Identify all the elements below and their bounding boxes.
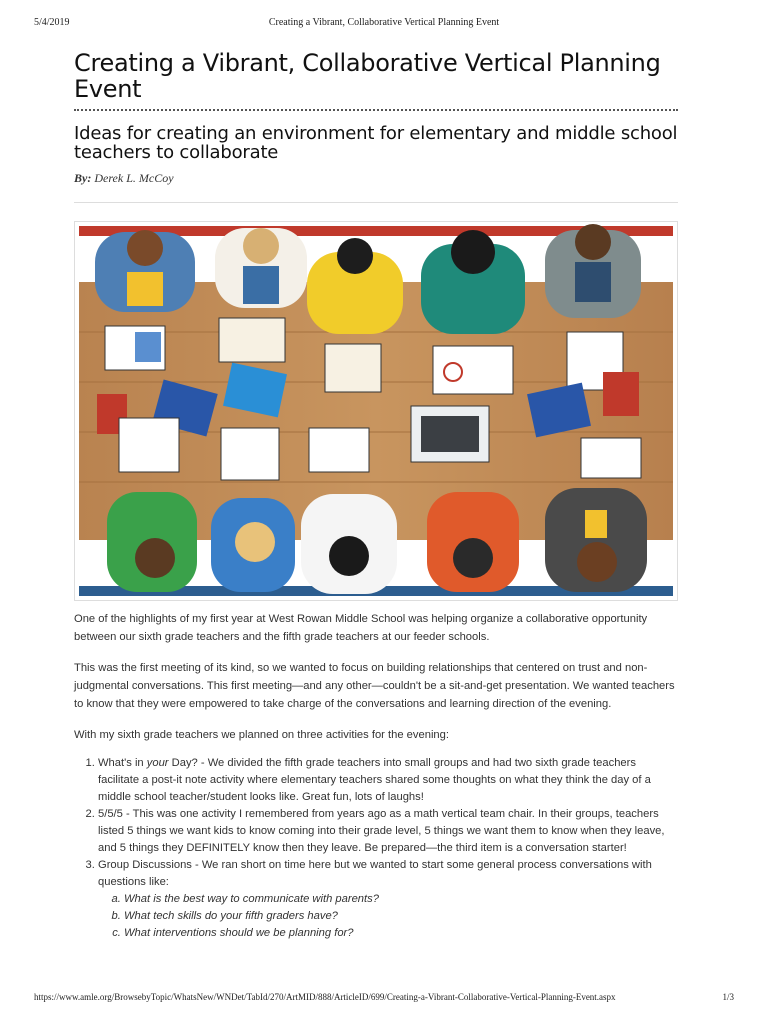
discussion-questions	[98, 891, 678, 942]
person-bottom-3	[301, 494, 397, 594]
person-bottom-1	[107, 492, 197, 592]
paragraph-3: With my sixth grade teachers we planned on three activities for the evening:	[74, 729, 449, 741]
hero-image	[74, 221, 678, 601]
paragraph-2: This was the first meeting of its kind, so we wanted to focus on building relationships that centered on trust and non-judgmental conversations. This first meeting—and any other—couldn't be a sit-and-get presentation. We wanted teachers to know that they were empowered to take charge of the conversations and learning direction of the evening.	[74, 662, 675, 710]
person-bottom-2	[211, 498, 295, 592]
byline-label: By:	[74, 171, 92, 185]
print-header	[34, 17, 734, 31]
question-a: a. What is the best way to communicate with parents?	[124, 891, 678, 908]
activity-item-2: 2. 5/5/5 - This was one activity I remembered from years ago as a math vertical team chair. In their groups, teachers listed 5 things we want kids to know coming into their grade level, 5 things we want them to know when they leave, and 5 things they DEFINITELY know then they leave. Be prepared—the third item is a conversation starter!	[98, 806, 678, 857]
byline-divider	[74, 202, 678, 203]
question-b: b. What tech skills do your fifth graders have?	[124, 908, 678, 925]
article-title: Creating a Vibrant, Collaborative Vertical Planning Event	[74, 49, 661, 103]
activities-list	[74, 755, 678, 942]
author-name: Derek L. McCoy	[94, 171, 174, 185]
activity-item-3: 3. Group Discussions - We ran short on time here but we wanted to start some general process conversations with questions like: a. What is the best way to communicate with parents? b. What tech skills do your fifth graders have? c. What interventions should we be planning for?	[98, 857, 678, 942]
person-top-2	[215, 228, 307, 308]
article	[74, 50, 678, 942]
person-top-1	[95, 230, 195, 312]
page-number: 1/3	[722, 992, 734, 1002]
page-url: https://www.amle.org/BrowsebyTopic/WhatsNew/WNDet/TabId/270/ArtMID/888/ArticleID/699/Creating-a-Vibrant-Collaborative-Vertical-Planning-Event.aspx	[34, 992, 616, 1002]
title-divider	[74, 109, 678, 111]
person-bottom-5	[545, 488, 647, 592]
paragraph-1: One of the highlights of my first year at West Rowan Middle School was helping organize a collaborative opportunity between our sixth grade teachers and the fifth grade teachers at our feeder schools.	[74, 613, 648, 643]
person-bottom-4	[427, 492, 519, 592]
question-c: c. What interventions should we be planning for?	[124, 925, 678, 942]
print-footer	[34, 992, 734, 1006]
person-top-5	[545, 224, 641, 318]
article-subtitle: Ideas for creating an environment for elementary and middle school teachers to collaborate	[74, 123, 678, 163]
teachers-at-table-illustration	[75, 222, 677, 600]
print-title: Creating a Vibrant, Collaborative Vertical Planning Event	[268, 17, 500, 28]
print-date: 5/4/2019	[34, 17, 70, 28]
byline	[74, 171, 678, 186]
activity-item-1: 1. What's in your Day? - We divided the fifth grade teachers into small groups and had two sixth grade teachers facilitate a post-it note activity where elementary teachers shared some thoughts on what they think the day of a middle school teacher/student looks like. Great fun, lots of laughs!	[98, 755, 678, 806]
